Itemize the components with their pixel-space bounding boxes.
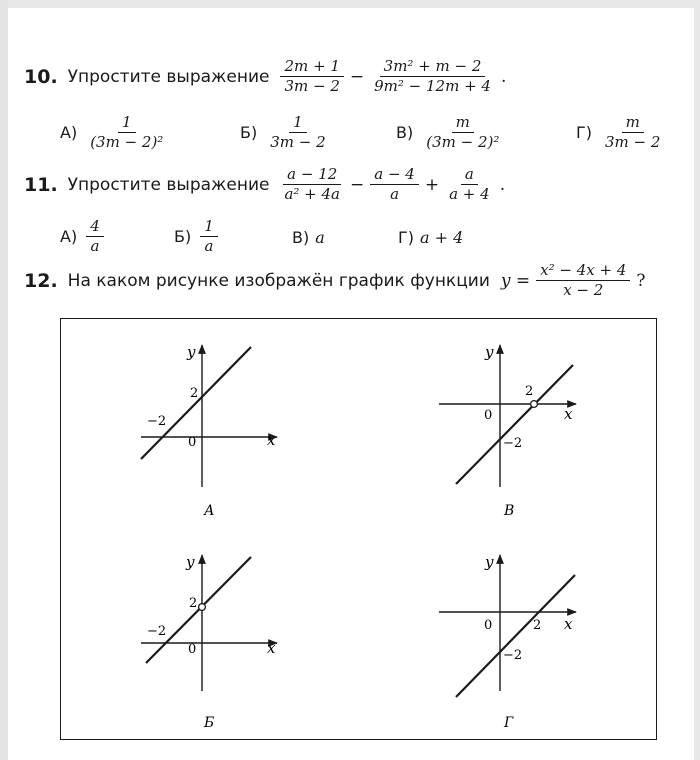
hole-point — [531, 401, 538, 408]
fraction-denominator: 3m − 2 — [284, 77, 340, 96]
answer-value: a + 4 — [420, 228, 464, 247]
fraction-numerator: 2m + 1 — [280, 58, 343, 77]
function-lhs: y = — [500, 270, 531, 291]
fraction-denominator: x − 2 — [563, 281, 604, 300]
fraction — [445, 166, 494, 204]
fraction — [280, 58, 343, 96]
question-prompt: Упростите выражение — [67, 174, 270, 195]
fraction-numerator: 1 — [289, 114, 307, 133]
terminator: . — [499, 174, 506, 195]
answer-option-b — [174, 218, 221, 256]
fraction — [370, 166, 419, 204]
fraction — [370, 58, 495, 96]
fraction-numerator: 1 — [118, 114, 136, 133]
operator: + — [424, 174, 440, 195]
terminator: . — [500, 66, 507, 87]
tick-label: 2 — [189, 596, 198, 611]
origin-label: 0 — [484, 618, 493, 633]
x-axis-label: x — [564, 615, 573, 633]
origin-label: 0 — [484, 408, 493, 423]
question-prompt: На каком рисунке изображён график функции — [67, 270, 490, 291]
fraction-denominator: 3m − 2 — [270, 133, 326, 152]
graph-b — [439, 343, 576, 519]
tick-label: −2 — [503, 436, 523, 451]
graph-v — [141, 553, 277, 731]
fraction-denominator: (3m − 2)² — [426, 133, 500, 152]
origin-label: 0 — [188, 642, 197, 657]
answer-value: a — [315, 228, 325, 247]
question-10 — [24, 58, 509, 96]
terminator: ? — [636, 270, 646, 291]
question-number: 12. — [24, 269, 58, 292]
fraction-denominator: (3m − 2)² — [90, 133, 164, 152]
graph-g — [439, 553, 576, 731]
question-number: 11. — [24, 173, 58, 196]
question-11 — [24, 166, 508, 204]
question-12 — [24, 262, 649, 300]
page-edge-top — [0, 0, 700, 8]
tick-label: 2 — [533, 618, 542, 633]
fraction-denominator: a² + 4a — [284, 185, 340, 204]
fraction-denominator: a — [90, 237, 100, 256]
y-axis-label: y — [187, 343, 196, 361]
answer-label: Г) — [398, 228, 414, 247]
fraction-numerator: 3m² + m − 2 — [380, 58, 486, 77]
fraction — [266, 114, 329, 152]
x-axis-label: x — [267, 639, 276, 657]
function-line — [456, 575, 575, 697]
fraction-numerator: m — [452, 114, 474, 133]
answer-label: А) — [60, 227, 78, 247]
answer-label: Б) — [240, 123, 258, 143]
graph-caption: Б — [204, 715, 215, 731]
function-line — [456, 365, 573, 484]
question-prompt: Упростите выражение — [67, 66, 270, 87]
fraction-denominator: a — [204, 237, 214, 256]
tick-label: −2 — [147, 414, 167, 429]
x-axis-label: x — [564, 405, 573, 423]
fraction-numerator: a − 4 — [370, 166, 419, 185]
function-line — [146, 557, 251, 663]
fraction-numerator: m — [622, 114, 644, 133]
fraction — [200, 218, 218, 256]
question-number: 10. — [24, 65, 58, 88]
fraction-denominator: a — [390, 185, 400, 204]
fraction — [601, 114, 664, 152]
answer-label: Б) — [174, 227, 192, 247]
page-edge-right — [694, 0, 700, 760]
fraction — [536, 262, 630, 300]
fraction-denominator: 3m − 2 — [605, 133, 661, 152]
answer-label: В) — [292, 228, 310, 247]
x-axis-label: x — [267, 431, 276, 449]
graph-a — [141, 343, 277, 519]
graphs-figure — [60, 318, 657, 740]
answer-option-a — [60, 114, 170, 152]
answer-option-v — [396, 114, 506, 152]
operator: − — [350, 174, 365, 195]
fraction-numerator: 1 — [200, 218, 218, 237]
fraction-numerator: 4 — [86, 218, 104, 237]
y-axis-label: y — [485, 553, 494, 571]
graph-caption: А — [204, 503, 215, 519]
fraction — [86, 114, 167, 152]
graphs-svg — [61, 319, 658, 741]
answer-option-a — [60, 218, 107, 256]
y-axis-label: y — [485, 343, 494, 361]
fraction-denominator: a + 4 — [449, 185, 490, 204]
fraction — [280, 166, 344, 204]
operator: − — [349, 66, 365, 87]
fraction-numerator: x² − 4x + 4 — [536, 262, 630, 281]
tick-label: 2 — [525, 384, 534, 399]
answer-option-g — [576, 114, 667, 152]
answer-option-b — [240, 114, 333, 152]
tick-label: −2 — [503, 648, 523, 663]
tick-label: 2 — [190, 386, 199, 401]
answer-label: Г) — [576, 123, 592, 143]
tick-label: −2 — [147, 624, 167, 639]
graph-caption: Г — [504, 715, 514, 731]
answer-option-v — [292, 228, 325, 247]
page-edge-left — [0, 0, 8, 760]
graph-caption: В — [504, 503, 515, 519]
fraction-denominator: 9m² − 12m + 4 — [374, 77, 491, 96]
hole-point — [199, 604, 206, 611]
y-axis-label: y — [186, 553, 195, 571]
origin-label: 0 — [188, 435, 197, 450]
fraction — [86, 218, 104, 256]
fraction-numerator: a — [461, 166, 478, 185]
fraction-numerator: a − 12 — [283, 166, 341, 185]
fraction — [422, 114, 503, 152]
answer-option-g — [398, 228, 463, 247]
answer-label: В) — [396, 123, 414, 143]
answer-label: А) — [60, 123, 78, 143]
